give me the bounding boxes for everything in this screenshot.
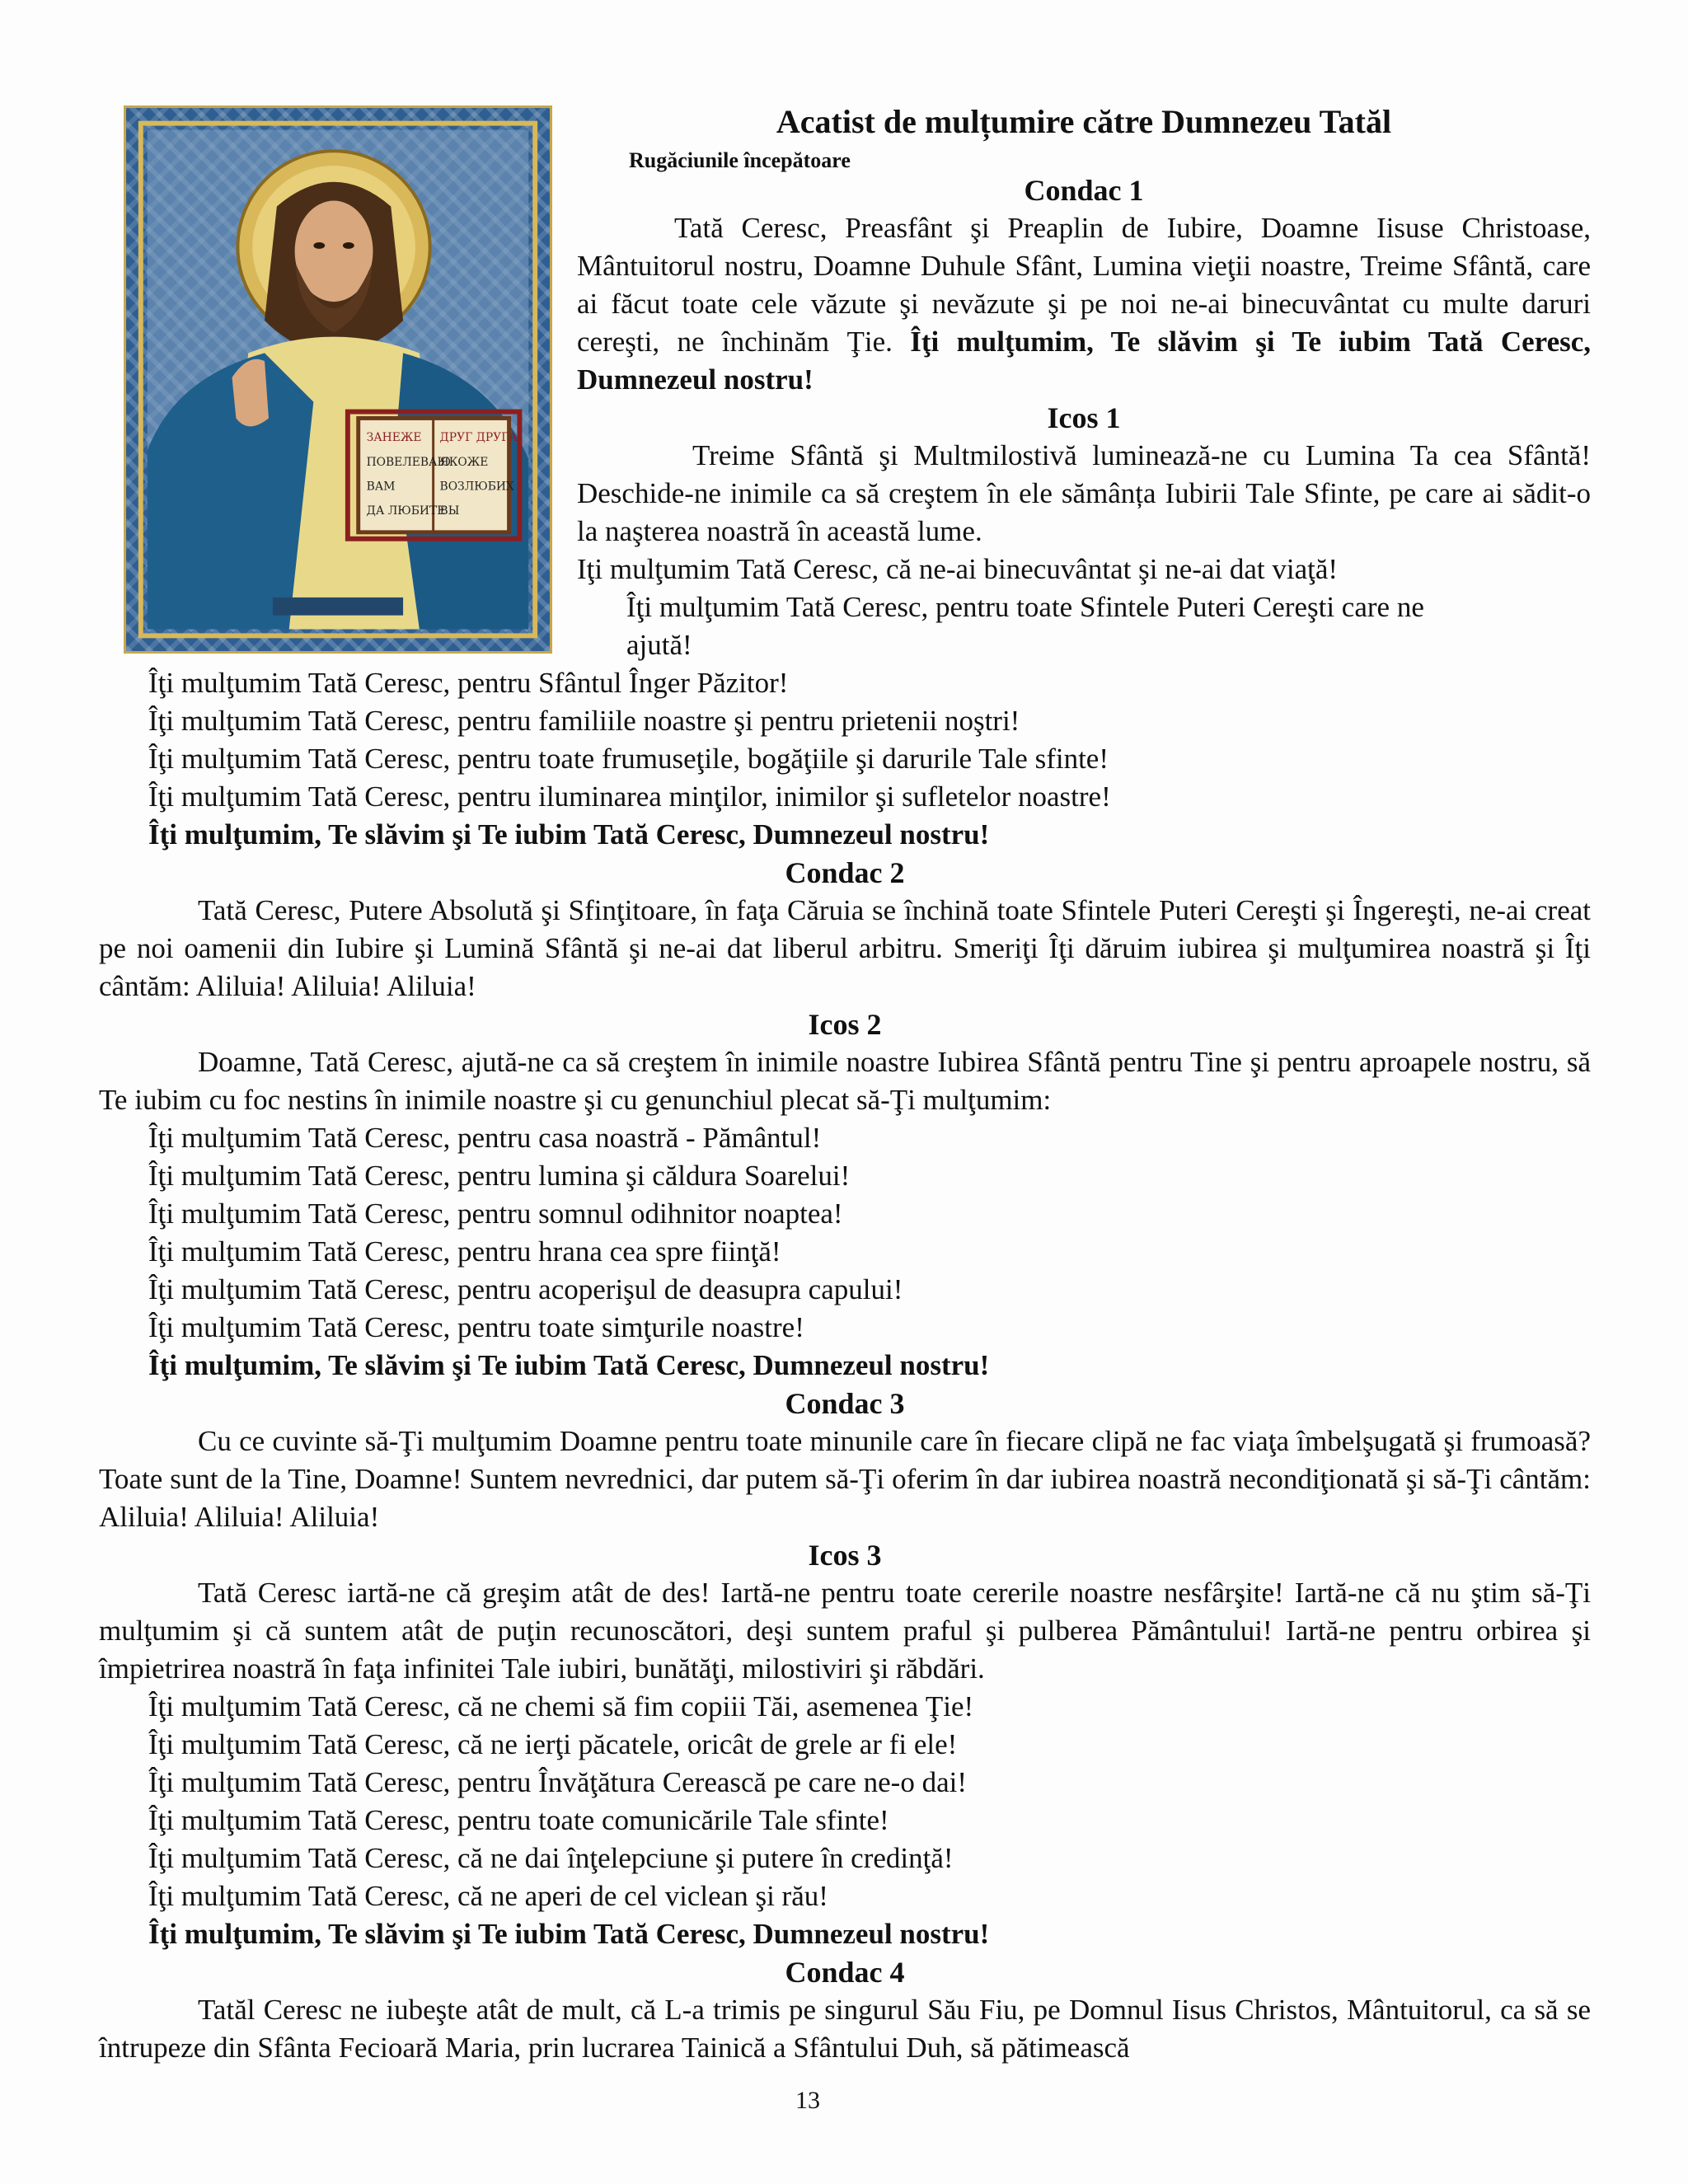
icos-1-heading: Icos 1 (1047, 401, 1121, 434)
icos-1-line: Îţi mulţumim Tată Ceresc, pentru toate frumuseţile, bogăţiile şi darurile Tale sfinte! (148, 743, 1109, 775)
icos-2-refrain: Îţi mulţumim, Te slăvim şi Te iubim Tată Ceresc, Dumnezeul nostru! (148, 1349, 990, 1381)
icos-1-line: Îţi mulţumim Tată Ceresc, pentru familiile noastre şi pentru prietenii noştri! (148, 705, 1020, 737)
icos-1-line: Îţi mulţumim Tată Ceresc, pentru iluminarea minţilor, inimilor şi sufletelor noastre! (148, 780, 1111, 813)
book-text-line: ВЫ (439, 504, 460, 518)
condac-1-heading: Condac 1 (1024, 174, 1144, 207)
icos-1-line: Iţi mulţumim Tată Ceresc, că ne-ai binecuvântat şi ne-ai dat viaţă! (577, 553, 1339, 585)
icos-3-line: Îţi mulţumim Tată Ceresc, că ne chemi să fim copiii Tăi, asemenea Ţie! (148, 1690, 974, 1722)
book-text-line: ЯКОЖЕ (439, 455, 489, 469)
condac-3-heading: Condac 3 (785, 1387, 905, 1420)
icos-2-line: Îţi mulţumim Tată Ceresc, pentru toate simţurile noastre! (148, 1311, 804, 1343)
condac-4-text: Tatăl Ceresc ne iubeşte atât de mult, că L-a trimis pe singurul Său Fiu, pe Domnul Iisus Christos, Mântuitorul, ca să se întrupeze din Sfânta Fecioară Maria, prin lucrarea Tainică a Sfântului Duh, să pătimească (99, 1994, 1591, 2064)
icos-1-line: ajută! (626, 629, 692, 661)
icos-1-refrain: Îţi mulţumim, Te slăvim şi Te iubim Tată Ceresc, Dumnezeul nostru! (148, 818, 990, 851)
icos-3-refrain: Îţi mulţumim, Te slăvim şi Te iubim Tată Ceresc, Dumnezeul nostru! (148, 1918, 990, 1950)
icos-1-line: Îţi mulţumim Tată Ceresc, pentru toate Sfintele Puteri Cereşti care ne (626, 591, 1424, 623)
page-title: Acatist de mulțumire către Dumnezeu Tatăl (776, 103, 1392, 140)
book-text-line: ПОВЕЛЕВАЮ (366, 455, 452, 469)
icos-2-heading: Icos 2 (808, 1008, 882, 1041)
icos-3-line: Îţi mulţumim Tată Ceresc, că ne aperi de cel viclean şi rău! (148, 1880, 828, 1912)
icos-1-line: Îţi mulţumim Tată Ceresc, pentru Sfântul Înger Păzitor! (148, 667, 789, 699)
icos-2-line: Îţi mulţumim Tată Ceresc, pentru casa noastră - Pământul! (148, 1122, 822, 1154)
condac-2-text: Tată Ceresc, Putere Absolută şi Sfinţitoare, în faţa Căruia se închină toate Sfintele Puteri Cereşti şi Îngereşti, ne-ai creat pe noi oamenii din Iubire şi Lumină Sfântă şi ne-ai dat liberul arbitru. Smeriţi Îţi dăruim iubirea şi mulţumirea noastră şi Îţi cântăm: Aliluia! Aliluia! Aliluia! (99, 894, 1591, 1002)
page-subtitle: Rugăciunile începătoare (629, 148, 851, 172)
condac-2-heading: Condac 2 (785, 856, 905, 889)
icos-2-line: Îţi mulţumim Tată Ceresc, pentru acoperişul de deasupra capului! (148, 1273, 903, 1305)
icos-3-heading: Icos 3 (808, 1539, 882, 1572)
page-number: 13 (795, 2087, 820, 2114)
icos-3-line: Îţi mulţumim Tată Ceresc, că ne dai înţelepciune şi putere în credinţă! (148, 1842, 954, 1874)
icos-3-text: Tată Ceresc iartă-ne că greşim atât de des! Iartă-ne pentru toate cererile noastre nesfârşite! Iartă-ne că nu ştim să-Ţi mulţumim şi că suntem atât de puţin recunoscători, deşi suntem praful şi pulberea Pământului! Iartă-ne pentru orbirea şi împietrirea noastră în faţa infinitei Tale iubiri, bunătăţi, milostiviri şi răbdări. (99, 1577, 1591, 1685)
book-text-line: ВОЗЛЮБИХ (439, 480, 514, 494)
icos-2-line: Îţi mulţumim Tată Ceresc, pentru lumina şi căldura Soarelui! (148, 1160, 851, 1192)
condac-1-refrain: Îţi mulţumim, Te slăvim şi Te iubim Tată Ceresc, Dumnezeul nostru! (577, 326, 1592, 396)
book-text-line: ДА ЛЮБИТЕ (366, 504, 446, 518)
book-text-line: ДРУГ ДРУГА (439, 431, 518, 445)
christ-icon-image (124, 105, 552, 654)
icos-1-text: Treime Sfântă şi Multmilostivă luminează-ne cu Lumina Ta cea Sfântă! Deschide-ne inimile ca să creştem în ele sămânța Iubirii Tale Sfinte, pe care ai sădit-o la naşterea noastră în această lume. (577, 439, 1591, 547)
condac-1-paragraph (577, 209, 1591, 399)
icos-3-line: Îţi mulţumim Tată Ceresc, că ne ierţi păcatele, oricât de grele ar fi ele! (148, 1728, 958, 1760)
icos-2-text: Doamne, Tată Ceresc, ajută-ne ca să creştem în inimile noastre Iubirea Sfântă pentru Tine şi pentru aproapele nostru, să Te iubim cu foc nestins în inimile noastre şi cu genunchiul plecat să-Ţi mulţumim: (99, 1046, 1591, 1116)
book-text-line: ЗАНЕЖЕ (366, 431, 422, 445)
book-text-line: ВАМ (366, 480, 396, 494)
icos-2-line: Îţi mulţumim Tată Ceresc, pentru somnul odihnitor noaptea! (148, 1197, 843, 1230)
condac-3-text: Cu ce cuvinte să-Ţi mulţumim Doamne pentru toate minunile care în fiecare clipă ne fac viaţa îmbelşugată şi frumoasă? Toate sunt de la Tine, Doamne! Suntem nevrednici, dar putem să-Ţi oferim în dar iubirea noastră necondiţionată şi să-Ţi cântăm: Aliluia! Aliluia! Aliluia! (99, 1425, 1591, 1533)
condac-4-heading: Condac 4 (785, 1956, 905, 1989)
condac-1-text: Tată Ceresc, Preasfânt şi Preaplin de Iubire, Doamne Iisuse Christoase, Mântuitorul nostru, Doamne Duhule Sfânt, Lumina vieţii noastre, Treime Sfântă, care ai făcut toate cele văzute şi nevăzute şi pe noi ne-ai binecuvântat cu multe daruri cereşti, ne închinăm Ţie. (577, 212, 1591, 358)
icos-3-line: Îţi mulţumim Tată Ceresc, pentru Învăţătura Cerească pe care ne-o dai! (148, 1766, 967, 1798)
icos-2-line: Îţi mulţumim Tată Ceresc, pentru hrana cea spre fiinţă! (148, 1235, 781, 1268)
icos-3-line: Îţi mulţumim Tată Ceresc, pentru toate comunicările Tale sfinte! (148, 1804, 889, 1836)
